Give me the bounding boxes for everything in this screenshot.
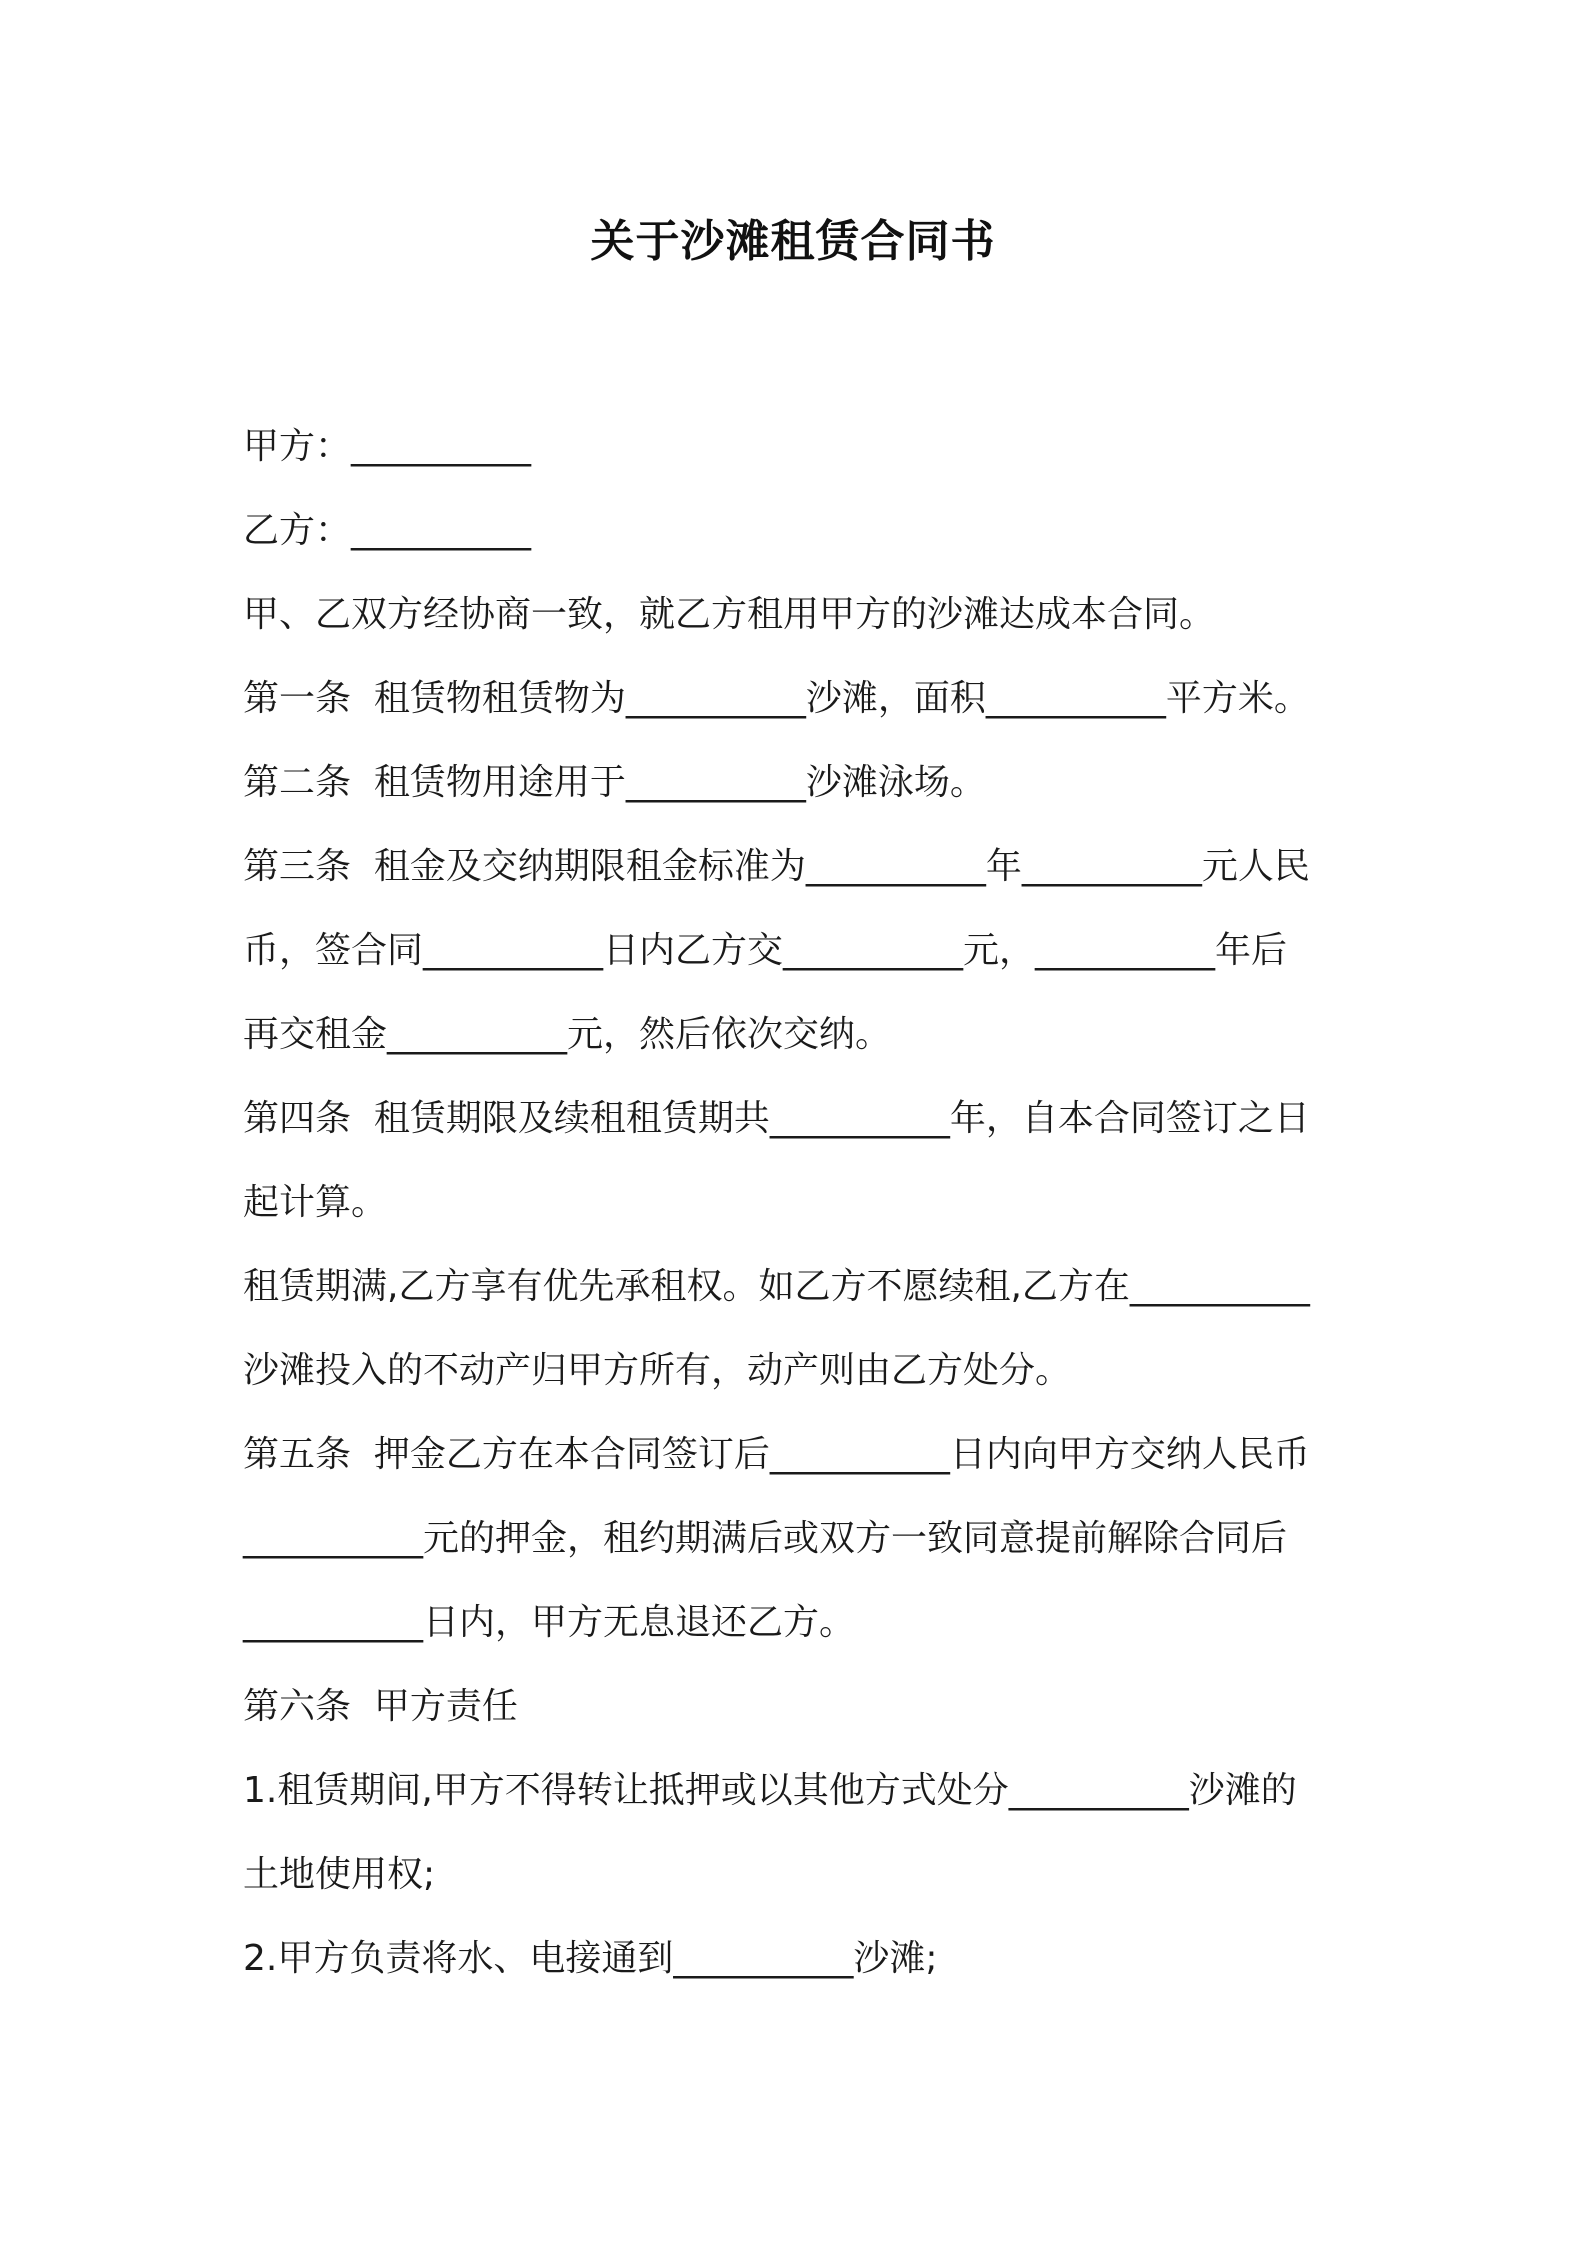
renewal-line-1 — [243, 1245, 1363, 1329]
article-3-line-1 — [243, 825, 1363, 909]
party-b-text: 乙方：__________ — [243, 510, 532, 551]
article-2-text: 第二条 租赁物用途用于__________沙滩泳场。 — [243, 762, 986, 803]
article-6-heading — [243, 1665, 1363, 1749]
article-3-text-1: 第三条 租金及交纳期限租金标准为__________年__________元人民 — [243, 846, 1310, 887]
clause-2-text: 2.甲方负责将水、电接通到__________沙滩; — [243, 1938, 938, 1979]
article-2-line — [243, 741, 1363, 825]
article-5-text-3: __________日内，甲方无息退还乙方。 — [243, 1602, 856, 1643]
article-3-line-3 — [243, 993, 1363, 1077]
party-b-line — [243, 489, 1363, 573]
article-3-text-2: 币，签合同__________日内乙方交__________元，__________年后 — [243, 930, 1288, 971]
renewal-text-1: 租赁期满,乙方享有优先承租权。如乙方不愿续租,乙方在__________ — [243, 1266, 1310, 1307]
article-4-line-1 — [243, 1077, 1363, 1161]
clause-1-line-2 — [243, 1833, 1363, 1917]
clause-1-text-2: 土地使用权; — [243, 1854, 436, 1895]
document-title: 关于沙滩租赁合同书 — [590, 216, 996, 267]
clause-2-line — [243, 1917, 1363, 2001]
article-1-line — [243, 657, 1363, 741]
renewal-line-2 — [243, 1329, 1363, 1413]
preamble-text: 甲、乙双方经协商一致，就乙方租用甲方的沙滩达成本合同。 — [243, 594, 1216, 635]
article-5-line-3 — [243, 1581, 1363, 1665]
article-3-line-2 — [243, 909, 1363, 993]
article-6-text: 第六条 甲方责任 — [243, 1686, 518, 1727]
preamble-line — [243, 573, 1363, 657]
article-4-text-2: 起计算。 — [243, 1182, 388, 1223]
article-4-line-2 — [243, 1161, 1363, 1245]
party-a-line — [243, 405, 1363, 489]
article-4-text-1: 第四条 租赁期限及续租租赁期共__________年，自本合同签订之日 — [243, 1098, 1310, 1139]
renewal-text-2: 沙滩投入的不动产归甲方所有，动产则由乙方处分。 — [243, 1350, 1072, 1391]
party-a-text: 甲方：__________ — [243, 426, 532, 467]
contract-body — [243, 405, 1363, 2001]
article-5-line-2 — [243, 1497, 1363, 1581]
article-5-line-1 — [243, 1413, 1363, 1497]
article-3-text-3: 再交租金__________元，然后依次交纳。 — [243, 1014, 892, 1055]
article-5-text-1: 第五条 押金乙方在本合同签订后__________日内向甲方交纳人民币 — [243, 1434, 1310, 1475]
clause-1-line-1 — [243, 1749, 1363, 1833]
article-5-text-2: __________元的押金，租约期满后或双方一致同意提前解除合同后 — [243, 1518, 1288, 1559]
article-1-text: 第一条 租赁物租赁物为__________沙滩，面积__________平方米。 — [243, 678, 1310, 719]
clause-1-text-1: 1.租赁期间,甲方不得转让抵押或以其他方式处分__________沙滩的 — [243, 1770, 1297, 1811]
